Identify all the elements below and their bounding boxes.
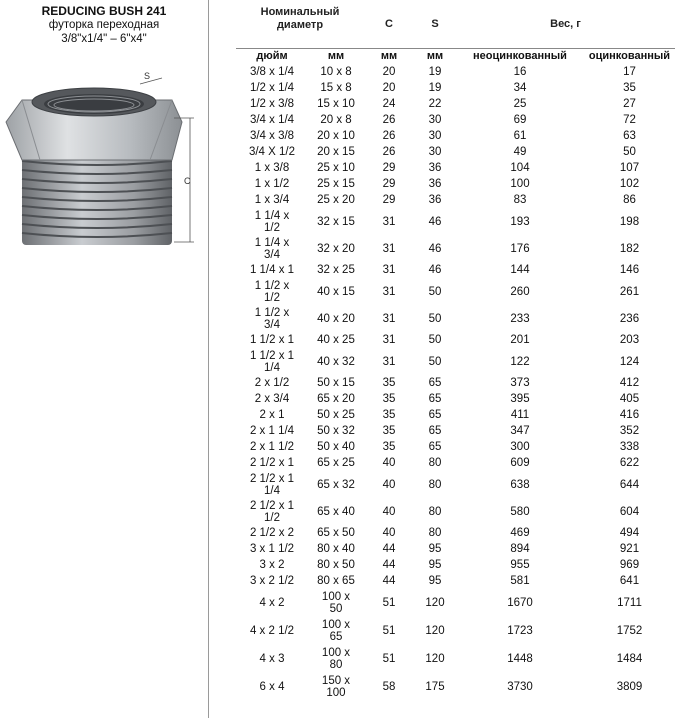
cell-inch: 1 1/2 x 1/2 [254,279,290,304]
cell-inch: 1 1/2 x 3/4 [254,306,290,331]
product-title: REDUCING BUSH 241 [41,4,167,18]
cell-s: 30 [428,114,442,126]
cell-weight-ungalvanized: 638 [510,478,530,491]
cell-c: 31 [382,242,396,255]
cell-weight-galvanized: 405 [619,393,640,405]
cell-weight-galvanized: 182 [619,242,640,255]
cell-weight-galvanized: 412 [619,377,640,389]
cell-inch: 4 x 3 [259,653,285,665]
cell-c: 51 [382,625,396,637]
header-nominal: Номинальный диаметр [260,6,340,31]
cell-weight-galvanized: 102 [619,178,640,190]
cell-weight-galvanized: 338 [619,441,640,453]
cell-weight-galvanized: 146 [619,264,640,276]
cell-weight-galvanized: 969 [619,559,640,571]
cell-weight-galvanized: 1484 [616,653,643,665]
cell-weight-galvanized: 236 [619,312,640,325]
cell-weight-ungalvanized: 1448 [507,653,533,665]
cell-weight-ungalvanized: 49 [513,146,527,158]
cell-inch: 3 x 2 1/2 [249,575,295,587]
cell-s: 175 [425,681,445,693]
cell-mm: 150 x 100 [321,675,351,699]
cell-mm: 32 x 20 [317,242,355,255]
cell-s: 50 [428,285,442,298]
cell-inch: 1 x 3/8 [254,162,290,174]
cell-s: 95 [428,543,442,555]
table-row [236,673,675,701]
cell-s: 65 [428,425,442,437]
table-row [236,557,675,573]
table-row [236,112,675,128]
cell-s: 80 [428,457,442,469]
cell-weight-ungalvanized: 1723 [507,625,533,637]
cell-s: 46 [428,264,442,276]
cell-weight-galvanized: 622 [619,457,640,469]
cell-c: 31 [382,334,396,346]
subheader-c-mm: мм [380,50,398,62]
cell-mm: 20 x 8 [320,114,352,126]
cell-c: 35 [382,393,396,405]
cell-inch: 2 1/2 x 1 1/4 [249,472,295,497]
cell-c: 29 [382,194,396,206]
cell-c: 31 [382,355,396,368]
table-row [236,128,675,144]
cell-weight-galvanized: 198 [619,215,640,228]
cell-weight-ungalvanized: 16 [513,66,527,78]
cell-c: 26 [382,146,396,158]
cell-weight-galvanized: 63 [623,130,636,142]
dim-s-label: S [144,71,151,81]
cell-inch: 1 1/2 x 1 1/4 [249,349,295,374]
cell-weight-galvanized: 352 [619,425,640,437]
table-row [236,645,675,673]
cell-c: 20 [382,82,396,94]
cell-weight-galvanized: 604 [619,505,640,518]
table-row [236,235,675,262]
cell-weight-galvanized: 35 [623,82,636,94]
cell-s: 30 [428,146,442,158]
cell-c: 26 [382,130,396,142]
cell-inch: 1/2 x 1/4 [249,82,295,94]
cell-inch: 1 x 3/4 [254,194,290,206]
cell-s: 50 [428,355,442,368]
cell-mm: 80 x 65 [317,575,355,587]
table-row [236,64,675,80]
cell-weight-ungalvanized: 581 [510,575,530,587]
cell-inch: 1 1/2 x 1 [249,334,295,346]
table-row [236,160,675,176]
cell-c: 35 [382,377,396,389]
cell-s: 46 [428,242,442,255]
cell-mm: 25 x 10 [317,162,355,174]
cell-c: 35 [382,441,396,453]
cell-inch: 3/4 x 3/8 [249,130,295,142]
cell-s: 36 [428,162,442,174]
cell-c: 24 [382,98,396,110]
cell-inch: 4 x 2 [259,597,285,609]
cell-c: 44 [382,559,396,571]
table-row [236,498,675,525]
table-row [236,573,675,589]
cell-mm: 10 x 8 [320,66,352,78]
cell-mm: 65 x 32 [317,478,355,491]
cell-mm: 50 x 25 [317,409,355,421]
table-row [236,541,675,557]
cell-weight-ungalvanized: 34 [513,82,527,94]
table-row [236,80,675,96]
table-row [236,262,675,278]
cell-s: 120 [425,597,445,609]
cell-weight-galvanized: 86 [623,194,636,206]
table-row [236,192,675,208]
table-row [236,471,675,498]
cell-weight-galvanized: 17 [623,66,636,78]
cell-c: 31 [382,312,396,325]
table-row [236,525,675,541]
table-row [236,332,675,348]
cell-weight-ungalvanized: 193 [510,215,530,228]
cell-c: 31 [382,215,396,228]
cell-weight-ungalvanized: 201 [510,334,530,346]
cell-weight-ungalvanized: 176 [510,242,530,255]
cell-inch: 3/4 X 1/2 [248,146,296,158]
cell-mm: 25 x 20 [317,194,355,206]
cell-s: 80 [428,478,442,491]
cell-inch: 3 x 1 1/2 [249,543,295,555]
cell-mm: 25 x 15 [317,178,355,190]
table-row [236,439,675,455]
cell-c: 35 [382,409,396,421]
cell-mm: 80 x 40 [317,543,355,555]
cell-inch: 2 1/2 x 2 [249,527,295,539]
cell-weight-ungalvanized: 122 [510,355,530,368]
table-row [236,589,675,617]
cell-inch: 1 1/4 x 1 [249,264,295,276]
cell-weight-ungalvanized: 347 [510,425,530,437]
cell-weight-ungalvanized: 233 [510,312,530,325]
cell-inch: 6 x 4 [259,681,285,693]
table-row [236,617,675,645]
reducing-bush-drawing [0,60,208,260]
cell-s: 120 [425,653,445,665]
cell-mm: 80 x 50 [317,559,355,571]
cell-weight-ungalvanized: 100 [510,178,530,190]
cell-s: 30 [428,130,442,142]
cell-weight-galvanized: 261 [619,285,640,298]
cell-mm: 65 x 40 [317,505,355,518]
header-c: C [385,18,393,30]
cell-c: 31 [382,285,396,298]
cell-c: 40 [382,457,396,469]
cell-s: 65 [428,393,442,405]
cell-mm: 100 x 65 [321,619,351,643]
cell-weight-galvanized: 27 [623,98,636,110]
table-row [236,176,675,192]
cell-weight-ungalvanized: 894 [510,543,530,555]
header-s: S [431,18,439,30]
cell-inch: 4 x 2 1/2 [249,625,295,637]
cell-mm: 40 x 32 [317,355,355,368]
cell-s: 80 [428,527,442,539]
cell-weight-galvanized: 921 [619,543,640,555]
table-row [236,208,675,235]
cell-s: 95 [428,575,442,587]
cell-s: 22 [428,98,442,110]
cell-mm: 65 x 25 [317,457,355,469]
product-panel [0,0,208,718]
cell-mm: 40 x 25 [317,334,355,346]
cell-inch: 1 x 1/2 [254,178,290,190]
cell-weight-ungalvanized: 61 [513,130,527,142]
cell-weight-galvanized: 1752 [616,625,643,637]
cell-weight-ungalvanized: 3730 [507,681,533,693]
cell-s: 46 [428,215,442,228]
cell-s: 19 [428,66,442,78]
cell-weight-galvanized: 416 [619,409,640,421]
cell-weight-ungalvanized: 469 [510,527,530,539]
dim-c-label: C [184,176,191,186]
cell-mm: 32 x 15 [317,215,355,228]
cell-mm: 40 x 15 [317,285,355,298]
table-row [236,423,675,439]
cell-c: 35 [382,425,396,437]
table-row [236,391,675,407]
cell-inch: 3/4 x 1/4 [249,114,295,126]
cell-weight-galvanized: 644 [619,478,640,491]
subheader-ungalvanized: неоцинкованный [473,50,567,62]
table-row [236,348,675,375]
cell-weight-galvanized: 3809 [616,681,643,693]
cell-weight-ungalvanized: 395 [510,393,530,405]
cell-inch: 2 x 3/4 [254,393,290,405]
table-row [236,305,675,332]
cell-mm: 65 x 50 [317,527,355,539]
cell-weight-ungalvanized: 69 [513,114,527,126]
cell-mm: 20 x 15 [317,146,355,158]
cell-weight-galvanized: 124 [619,355,640,368]
product-subtitle: футорка переходная [48,19,160,31]
table-row [236,407,675,423]
cell-mm: 100 x 80 [321,647,351,671]
cell-mm: 15 x 8 [320,82,352,94]
cell-c: 26 [382,114,396,126]
cell-c: 58 [382,681,396,693]
spec-table [236,0,675,718]
cell-weight-galvanized: 641 [619,575,640,587]
cell-s: 80 [428,505,442,518]
cell-weight-ungalvanized: 300 [510,441,530,453]
cell-mm: 50 x 15 [317,377,355,389]
cell-mm: 50 x 32 [317,425,355,437]
cell-s: 36 [428,194,442,206]
panel-divider [208,0,209,718]
cell-inch: 1 1/4 x 1/2 [254,209,290,234]
cell-s: 120 [425,625,445,637]
cell-s: 65 [428,409,442,421]
cell-c: 44 [382,543,396,555]
cell-weight-galvanized: 203 [619,334,640,346]
cell-c: 20 [382,66,396,78]
cell-inch: 3 x 2 [259,559,285,571]
cell-weight-ungalvanized: 25 [513,98,527,110]
subheader-mm: мм [327,50,345,62]
cell-c: 51 [382,653,396,665]
cell-c: 29 [382,162,396,174]
cell-weight-galvanized: 50 [623,146,636,158]
cell-c: 31 [382,264,396,276]
cell-mm: 32 x 25 [317,264,355,276]
cell-c: 40 [382,478,396,491]
cell-mm: 65 x 20 [317,393,355,405]
cell-weight-ungalvanized: 411 [510,409,530,421]
cell-s: 19 [428,82,442,94]
cell-inch: 2 1/2 x 1 1/2 [249,499,295,524]
cell-mm: 50 x 40 [317,441,355,453]
cell-weight-ungalvanized: 955 [510,559,530,571]
cell-s: 50 [428,312,442,325]
subheader-s-mm: мм [426,50,444,62]
header-weight: Вес, г [550,18,581,30]
cell-s: 50 [428,334,442,346]
cell-inch: 2 x 1 1/4 [249,425,295,437]
cell-weight-ungalvanized: 373 [510,377,530,389]
cell-s: 65 [428,377,442,389]
cell-weight-ungalvanized: 83 [513,194,527,206]
cell-weight-galvanized: 72 [623,114,636,126]
cell-inch: 2 x 1 1/2 [249,441,295,453]
cell-c: 44 [382,575,396,587]
cell-c: 40 [382,505,396,518]
cell-s: 65 [428,441,442,453]
cell-weight-ungalvanized: 580 [510,505,530,518]
cell-weight-ungalvanized: 609 [510,457,530,469]
cell-weight-galvanized: 494 [619,527,640,539]
cell-inch: 2 x 1/2 [254,377,290,389]
cell-mm: 15 x 10 [317,98,355,110]
cell-mm: 100 x 50 [321,591,351,615]
cell-weight-ungalvanized: 1670 [507,597,533,609]
table-row [236,144,675,160]
cell-weight-ungalvanized: 144 [510,264,530,276]
table-row [236,278,675,305]
table-row [236,455,675,471]
subheader-row [236,48,675,64]
cell-c: 51 [382,597,396,609]
table-row [236,96,675,112]
cell-weight-galvanized: 107 [619,162,640,174]
product-size-range: 3/8"x1/4" – 6"x4" [61,33,147,45]
cell-inch: 2 1/2 x 1 [249,457,295,469]
cell-s: 36 [428,178,442,190]
cell-inch: 3/8 x 1/4 [249,66,295,78]
cell-c: 40 [382,527,396,539]
cell-inch: 1 1/4 x 3/4 [254,236,290,261]
cell-weight-ungalvanized: 260 [510,285,530,298]
subheader-inch: дюйм [256,50,288,62]
cell-s: 95 [428,559,442,571]
cell-mm: 20 x 10 [317,130,355,142]
cell-weight-galvanized: 1711 [617,597,642,609]
subheader-galvanized: оцинкованный [588,50,671,62]
table-row [236,375,675,391]
cell-mm: 40 x 20 [317,312,355,325]
cell-weight-ungalvanized: 104 [510,162,530,174]
cell-c: 29 [382,178,396,190]
cell-inch: 1/2 x 3/8 [249,98,295,110]
cell-inch: 2 x 1 [259,409,285,421]
